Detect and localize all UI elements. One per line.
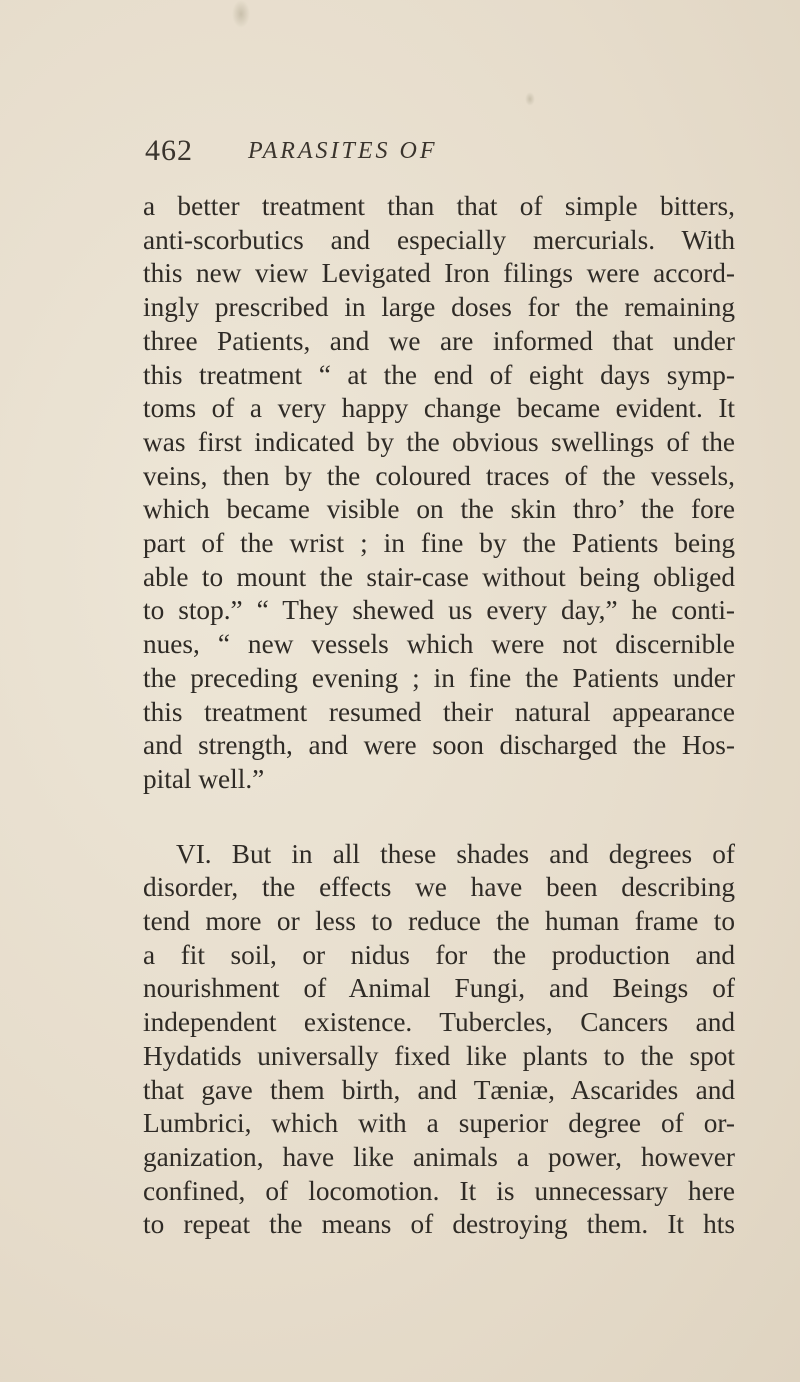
page-number: 462 [145, 134, 193, 167]
text-line: three Patients, and we are informed that under [143, 325, 735, 356]
text-line: this treatment resumed their natural appearance [143, 696, 735, 727]
text-line: VI. But in all these shades and degrees of [176, 838, 735, 869]
text-line: veins, then by the coloured traces of the vessels, [143, 460, 735, 491]
text-line: toms of a very happy change became evident. It [143, 393, 735, 424]
text-line: this treatment “ at the end of eight days symp- [143, 359, 735, 390]
running-head: PARASITES OF [248, 138, 438, 164]
text-line: nourishment of Animal Fungi, and Beings of [143, 973, 735, 1004]
paper-stain [232, 0, 250, 28]
text-line: confined, of locomotion. It is unnecessary here [143, 1175, 735, 1206]
text-line: which became visible on the skin thro’ the fore [143, 494, 735, 525]
text-line: that gave them birth, and Tæniæ, Ascarides and [143, 1074, 735, 1105]
body-text [143, 190, 735, 1242]
text-line: able to mount the stair-case without being obliged [143, 561, 735, 592]
text-line: pital well.” [143, 763, 265, 794]
text-line: part of the wrist ; in fine by the Patients being [143, 528, 735, 559]
text-line: the preceding evening ; in fine the Patients under [143, 662, 735, 693]
text-line: to stop.” “ They shewed us every day,” he conti- [143, 595, 735, 626]
text-line: to repeat the means of destroying them. It hts [143, 1209, 735, 1240]
text-line: a fit soil, or nidus for the production and [143, 939, 735, 970]
text-line: independent existence. Tubercles, Cancers and [143, 1007, 735, 1038]
text-line: this new view Levigated Iron filings were accord- [143, 258, 735, 289]
paragraph-2 [143, 838, 735, 1242]
text-line: a better treatment than that of simple bitters, [143, 191, 735, 221]
text-line: anti-scorbutics and especially mercurials. With [143, 224, 735, 255]
text-line: Hydatids universally fixed like plants to the spot [143, 1040, 735, 1071]
paper-stain [525, 92, 535, 106]
text-line: ganization, have like animals a power, however [143, 1141, 735, 1172]
text-line: tend more or less to reduce the human frame to [143, 906, 735, 937]
text-line: and strength, and were soon discharged the Hos- [143, 730, 735, 761]
text-line: Lumbrici, which with a superior degree of or- [143, 1108, 735, 1139]
text-line: disorder, the effects we have been describing [143, 872, 735, 903]
page-header [145, 134, 735, 174]
text-line: ingly prescribed in large doses for the remaining [143, 292, 735, 323]
paragraph-1 [143, 190, 735, 797]
text-line: nues, “ new vessels which were not discernible [143, 629, 735, 660]
text-line: was first indicated by the obvious swellings of the [143, 426, 735, 457]
